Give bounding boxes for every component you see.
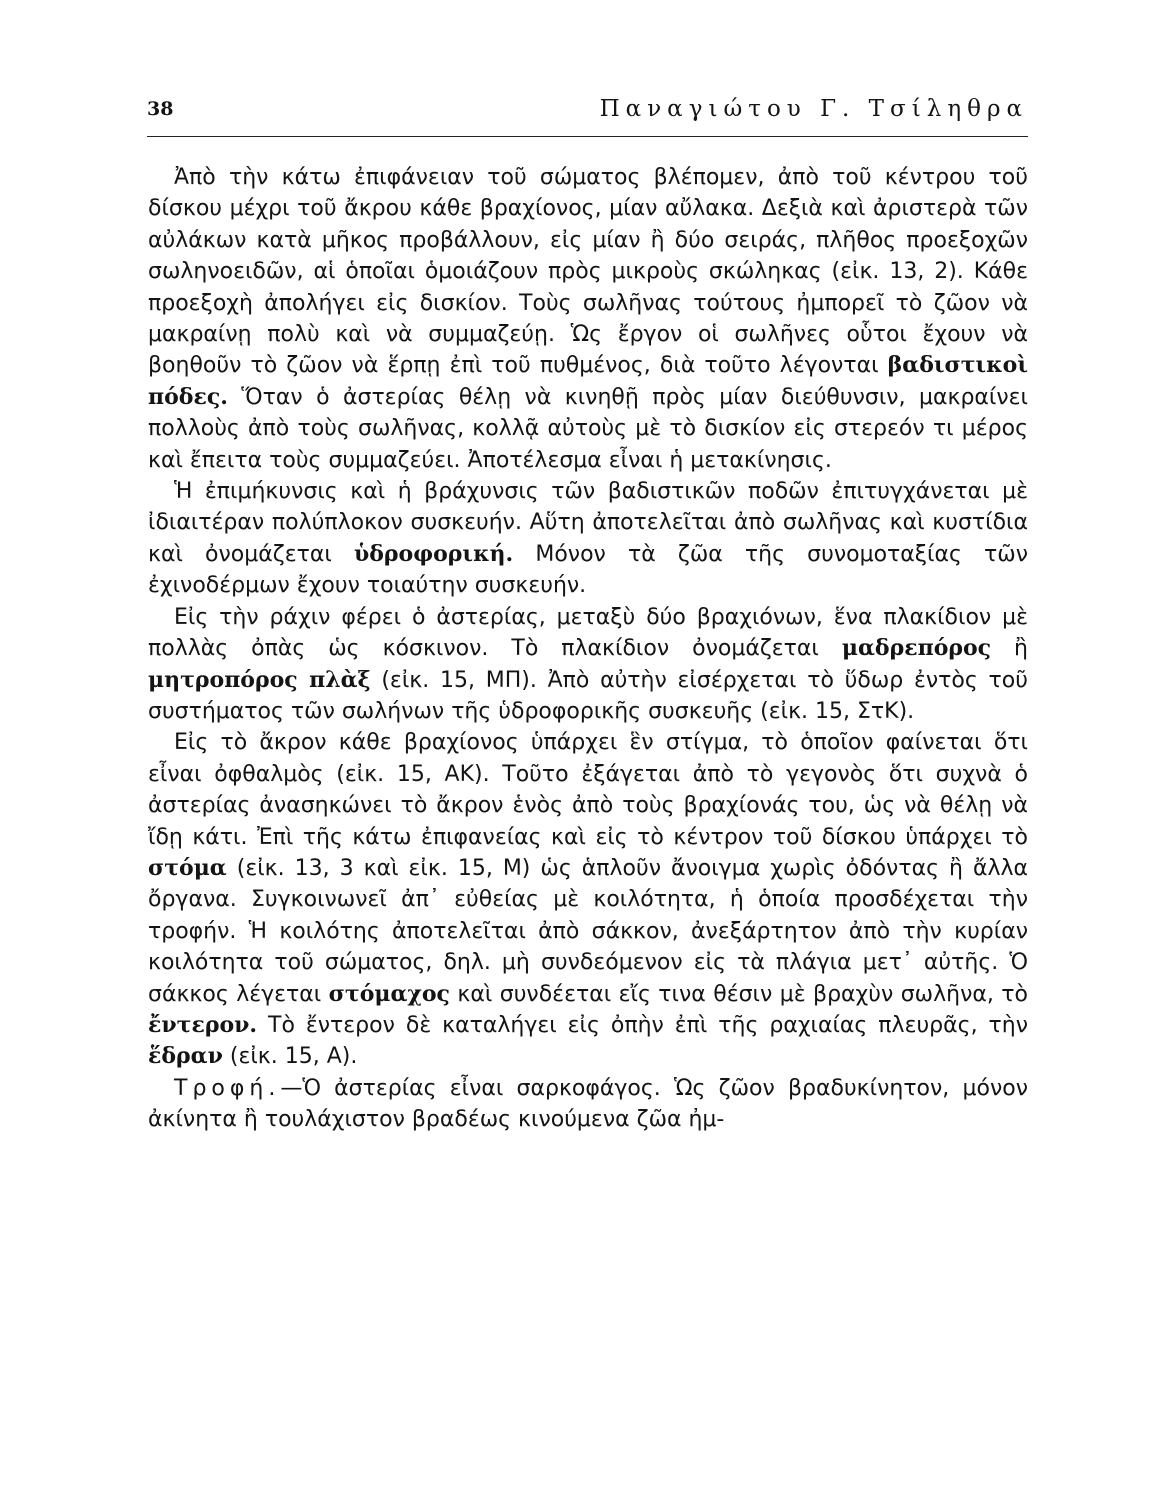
paragraph: [148, 1073, 1028, 1136]
body-text: [148, 162, 1028, 1136]
bold-term: ἔντερον.: [148, 1011, 258, 1038]
page-number: 38: [147, 98, 174, 120]
bold-term: στόμαχος: [328, 980, 450, 1007]
section-heading: Τροφή.: [174, 1075, 281, 1101]
text-run: (εἰκ. 13, 3 καὶ εἰκ. 15, Μ) ὡς ἁπλοῦν ἄνοιγμα χωρὶς ὀδόντας ἢ ἄλλα ὄργανα. Συγκοινωνεῖ ἀπ᾽ εὐθείας μὲ κοιλότητα, ἡ ὁποία προσδέχεται τὴν τροφήν. Ἡ κοιλότης ἀποτελεῖται ἀπὸ σάκκον, ἀνεξάρτητον ἀπὸ τὴν κυρίαν κοιλότητα τοῦ σώματος, δηλ. μὴ συνδεόμενον εἰς τὰ πλάγια μετ᾽ αὐτῆς. Ὁ σάκκος λέγεται: [148, 855, 1028, 1007]
text-run: —Ὁ ἀστερίας εἶναι σαρκοφάγος. Ὡς ζῶον βραδυκίνητον, μόνον ἀκίνητα ἢ τουλάχιστον βραδέως κινούμενα ζῶα ἠμ-: [148, 1075, 1028, 1133]
text-run: Ὅταν ὁ ἀστερίας θέλῃ νὰ κινηθῇ πρὸς μίαν διεύθυνσιν, μακραίνει πολλοὺς ἀπὸ τοὺς σωλῆνας, κολλᾷ αὐτοὺς μὲ τὸ δισκίον εἰς στερεόν τι μέρος καὶ ἔπειτα τοὺς συμμαζεύει. Ἀποτέλεσμα εἶναι ἡ μετακίνησις.: [148, 384, 1028, 473]
bold-term: στόμα: [148, 854, 227, 881]
bold-term: μαδρεπόρος: [841, 635, 992, 662]
paragraph: [148, 602, 1028, 728]
bold-term: ἕδραν: [148, 1043, 223, 1070]
text-run: Τὸ ἔντερον δὲ καταλήγει εἰς ὀπὴν ἐπὶ τῆς ραχιαίας πλευρᾶς, τὴν: [257, 1012, 1028, 1038]
text-run: (εἰκ. 15, Α).: [222, 1044, 358, 1070]
text-run: Μόνον τὰ ζῶα τῆς συνομοταξίας τῶν ἐχινοδέρμων ἔχουν τοιαύτην συσκευήν.: [148, 541, 1029, 599]
paragraph: [148, 476, 1028, 602]
bold-term: μητροπόρος πλὰξ: [148, 666, 371, 693]
text-run: Ἀπὸ τὴν κάτω ἐπιφάνειαν τοῦ σώματος βλέπομεν, ἀπὸ τοῦ κέντρου τοῦ δίσκου μέχρι τοῦ ἄκρου κάθε βραχίονος, μίαν αὔλακα. Δεξιὰ καὶ ἀριστερὰ τῶν αὐλάκων κατὰ μῆκος προβάλλουν, εἰς μίαν ἢ δύο σειράς, πλῆθος προεξοχῶν σωληνοειδῶν, αἱ ὁποῖαι ὁμοιάζουν πρὸς μικροὺς σκώληκας (εἰκ. 13, 2). Κάθε προεξοχὴ ἀπολήγει εἰς δισκίον. Τοὺς σωλῆνας τούτους ἠμπορεῖ τὸ ζῶον νὰ μακραίνῃ πολὺ καὶ νὰ συμμαζεύῃ. Ὡς ἔργον οἱ σωλῆνες οὗτοι ἔχουν νὰ βοηθοῦν τὸ ζῶον νὰ ἕρπῃ ἐπὶ τοῦ πυθμένος, διὰ τοῦτο λέγονται: [148, 165, 1028, 379]
text-run: Εἰς τὴν ράχιν φέρει ὁ ἀστερίας, μεταξὺ δύο βραχιόνων, ἕνα πλακίδιον μὲ πολλὰς ὀπὰς ὡς κόσκινον. Τὸ πλακίδιον ὀνομάζεται: [148, 604, 1028, 662]
text-run: καὶ συνδέεται εἴς τινα θέσιν μὲ βραχὺν σωλῆνα, τὸ: [449, 981, 1029, 1007]
page-header: [147, 96, 1028, 137]
running-head-author: Παναγιώτου Γ. Τσίληθρα: [599, 96, 1028, 122]
text-run: Εἰς τὸ ἄκρον κάθε βραχίονος ὑπάρχει ἓν στίγμα, τὸ ὁποῖον φαίνεται ὅτι εἶναι ὀφθαλμὸς (εἰκ. 15, ΑΚ). Τοῦτο ἐξάγεται ἀπὸ τὸ γεγονὸς ὅτι συχνὰ ὁ ἀστερίας ἀνασηκώνει τὸ ἄκρον ἑνὸς ἀπὸ τοὺς βραχίονάς του, ὡς νὰ θέλῃ νὰ ἴδῃ κάτι. Ἐπὶ τῆς κάτω ἐπιφανείας καὶ εἰς τὸ κέντρον τοῦ δίσκου ὑπάρχει τὸ: [148, 730, 1028, 850]
bold-term: βαδιστικοὶ πόδες.: [148, 352, 1028, 410]
text-run: (εἰκ. 15, ΜΠ). Ἀπὸ αὐτὴν εἰσέρχεται τὸ ὕδωρ ἐντὸς τοῦ συστήματος τῶν σωλήνων τῆς ὑδροφορικῆς συσκευῆς (εἰκ. 15, ΣτΚ).: [148, 667, 1028, 724]
text-run: Ἡ ἐπιμήκυνσις καὶ ἡ βράχυνσις τῶν βαδιστικῶν ποδῶν ἐπιτυγχάνεται μὲ ἰδιαιτέραν πολύπλοκον συσκευήν. Αὕτη ἀποτελεῖται ἀπὸ σωλῆνας καὶ κυστίδια καὶ ὀνομάζεται: [148, 479, 1028, 567]
paragraph: [148, 162, 1028, 476]
paragraph: [148, 727, 1028, 1072]
text-run: ἢ: [991, 636, 1028, 662]
bold-term: ὑδροφορική.: [353, 540, 514, 567]
